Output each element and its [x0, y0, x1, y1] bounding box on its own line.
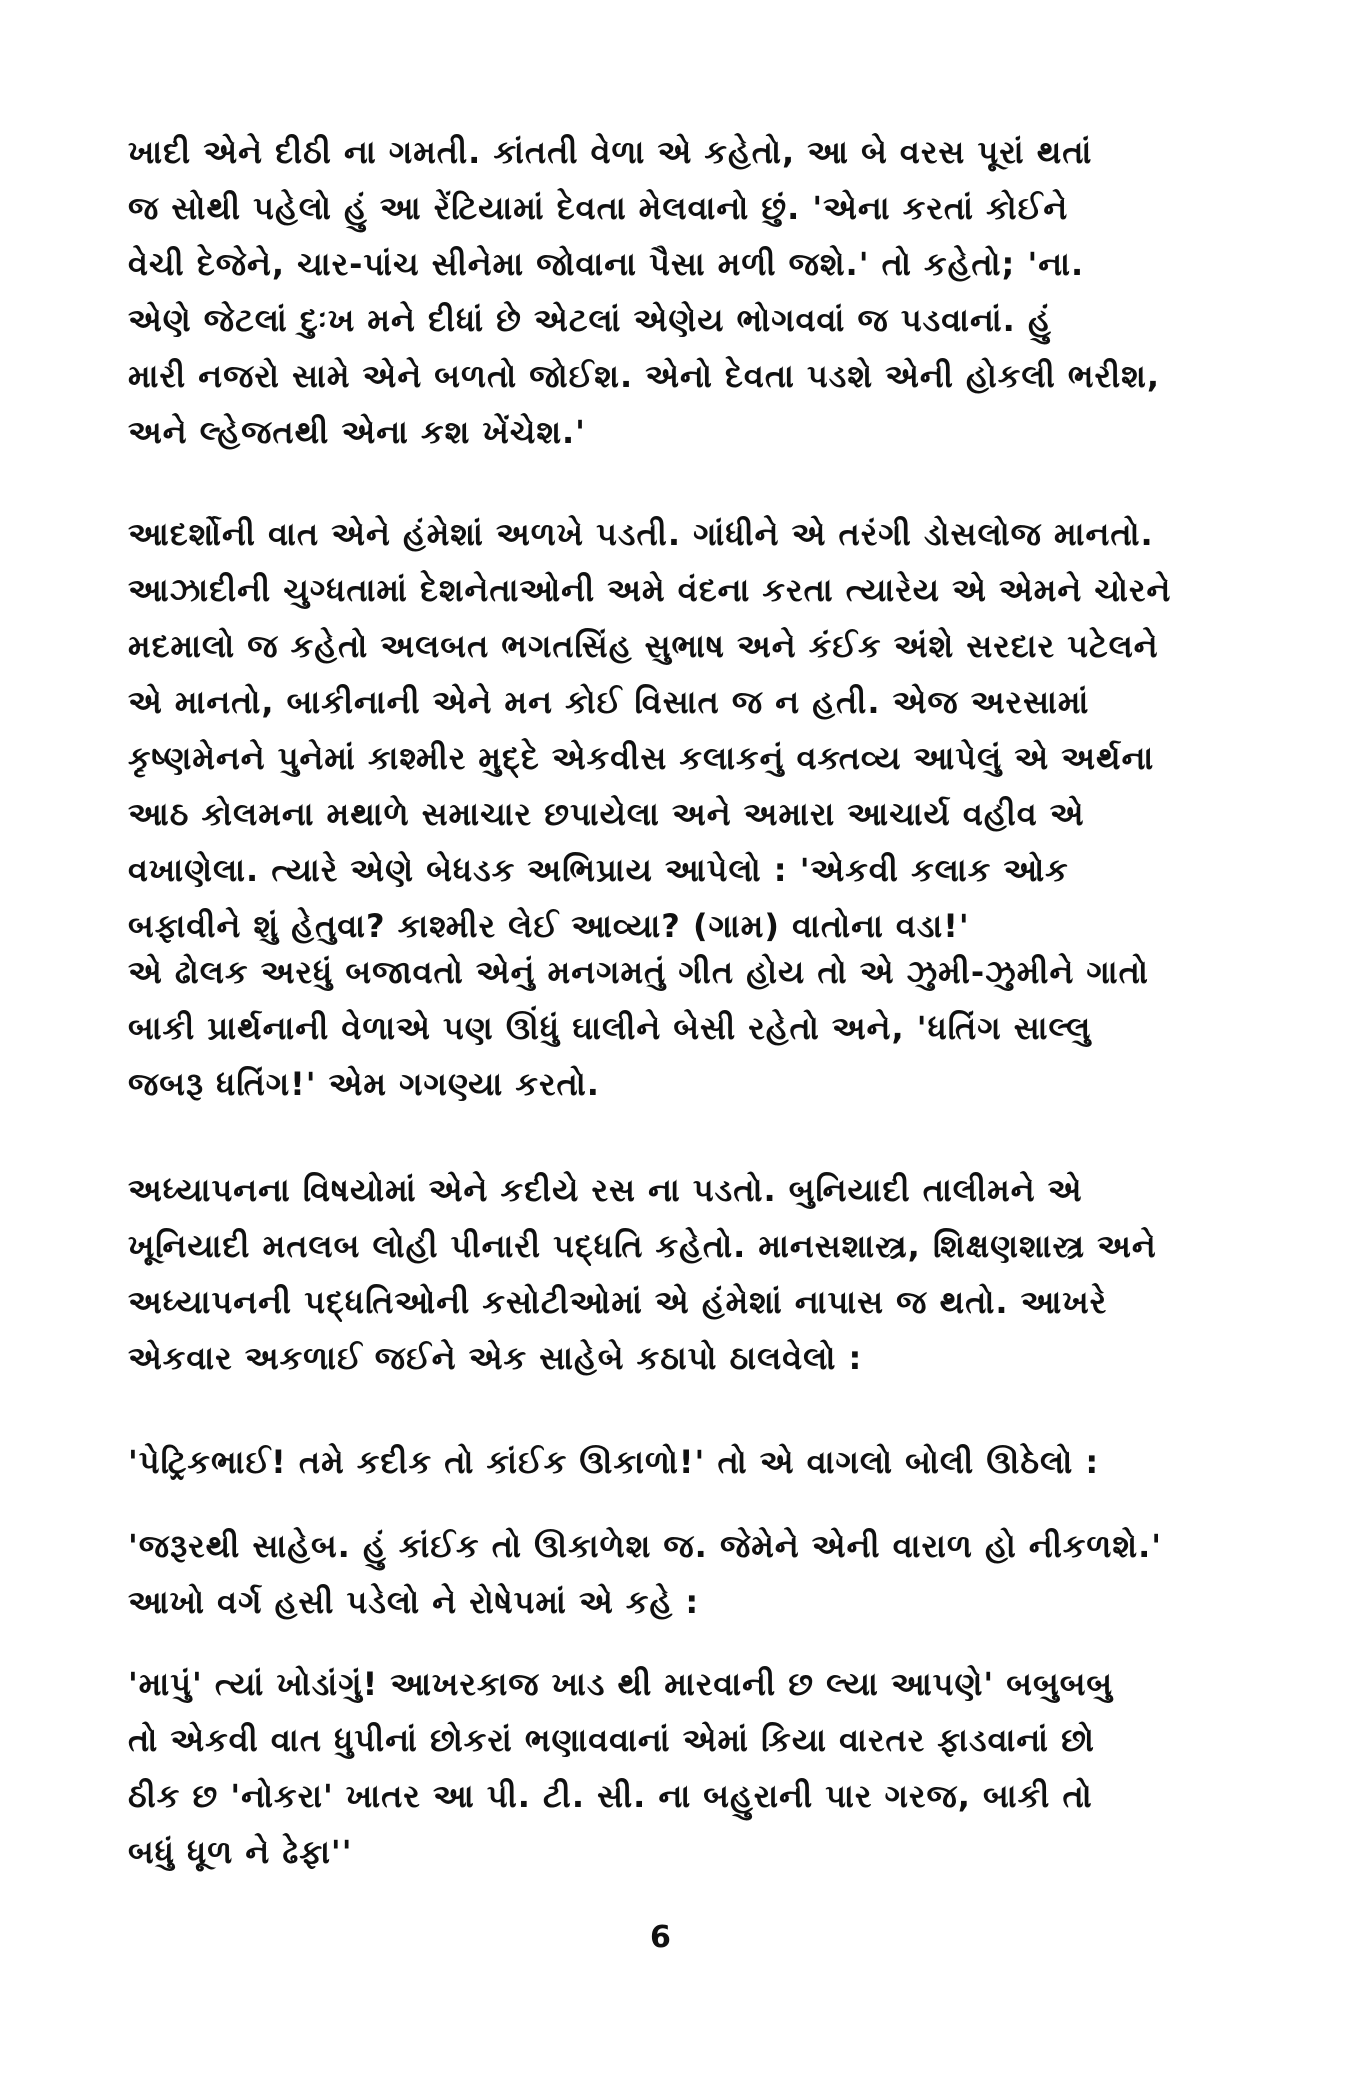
paragraph-5 [128, 1434, 1238, 1490]
text-line: અને લ્હેજતથી એના કશ ખેંચેશ.' [128, 413, 586, 451]
paragraph-3 [128, 944, 1238, 1112]
text-line: એણે જેટલાં દુઃખ મને દીધાં છે એટલાં એણેય ભોગવવાં જ પડવાનાં. હું [128, 301, 1052, 339]
text-line: ઠીક છ 'નોકરા' ખાતર આ પી. ટી. સી. ના બહુરાની પાર ગરજ, બાકી તો [128, 1777, 1093, 1815]
text-line: મારી નજરો સામે એને બળતો જોઈશ. એનો દેવતા પડશે એની હોકલી ભરીશ, [128, 357, 1161, 395]
text-line: બફાવીને શું હેતુવા? કાશ્મીર લેઈ આવ્યા? (ગામ) વાતોના વડા!' [128, 907, 970, 945]
text-line: વખાણેલા. ત્યારે એણે બેધડક અભિપ્રાય આપેલો : 'એકવી કલાક ઓક [128, 851, 1069, 889]
text-line: કૃષ્ણમેનને પુનેમાં કાશ્મીર મુદ્દે એકવીસ કલાકનું વક્તવ્ય આપેલું એ અર્થના [128, 739, 1155, 777]
page-number: 6 [650, 1920, 671, 1955]
text-line: 'પેટ્રિકભાઈ! તમે કદીક તો કાંઈક ઊકાળો!' તો એ વાગલો બોલી ઊઠેલો : [128, 1443, 1100, 1481]
text-line: આઝાદીની ચુગ્ધતામાં દેશનેતાઓની અમે વંદના કરતા ત્યારેય એ એમને ચોરને [128, 571, 1172, 609]
text-line: આઠ કોલમના મથાળે સમાચાર છપાયેલા અને અમારા આચાર્ય વહીવ એ [128, 795, 1085, 833]
text-line: આદર્શોની વાત એને હંમેશાં અળખે પડતી. ગાંધીને એ તરંગી ડોસલોજ માનતો. [128, 515, 1154, 553]
text-line: વેચી દેજેને, ચાર-પાંચ સીનેમા જોવાના પૈસા મળી જશે.' તો કહેતો; 'ના. [128, 245, 1085, 283]
text-line: ખાદી એને દીઠી ના ગમતી. કાંતતી વેળા એ કહેતો, આ બે વરસ પૂરાં થતાં [128, 133, 1093, 171]
text-line: એકવાર અકળાઈ જઈને એક સાહેબે કઠાપો ઠાલવેલો : [128, 1339, 863, 1377]
paragraph-7 [128, 1656, 1238, 1880]
text-line: એ માનતો, બાકીનાની એને મન કોઈ વિસાત જ ન હતી. એજ અરસામાં [128, 683, 1090, 721]
paragraph-2 [128, 506, 1238, 954]
text-line: બધું ધૂળ ને ઢેફા'' [128, 1833, 353, 1871]
text-line: જ સોથી પહેલો હું આ રેંટિયામાં દેવતા મેલવાનો છું. 'એના કરતાં કોઈને [128, 189, 1069, 227]
text-line: આખો વર્ગ હસી પડેલો ને રોષેપમાં એ કહે : [128, 1583, 700, 1621]
text-line: અધ્યાપનના વિષયોમાં એને કદીયે રસ ના પડતો. બુનિયાદી તાલીમને એ [128, 1171, 1083, 1209]
text-line: અધ્યાપનની પદ્ધતિઓની કસોટીઓમાં એ હંમેશાં નાપાસ જ થતો. આખરે [128, 1283, 1108, 1321]
text-line: 'માપું' ત્યાં ખોડાંગું! આખરકાજ ખાડ થી મારવાની છ લ્યા આપણે' બબુબબુ [128, 1665, 1114, 1703]
paragraph-4 [128, 1162, 1238, 1386]
paragraph-1 [128, 124, 1238, 460]
text-line: એ ઢોલક અરધું બજાવતો એનું મનગમતું ગીત હોય તો એ ઝુમી-ઝુમીને ગાતો [128, 953, 1149, 991]
text-line: ખૂનિયાદી મતલબ લોહી પીનારી પદ્ધતિ કહેતો. માનસશાસ્ત્ર, શિક્ષણશાસ્ત્ર અને [128, 1227, 1157, 1265]
text-line: બાકી પ્રાર્થનાની વેળાએ પણ ઊંધું ઘાલીને બેસી રહેતો અને, 'ધતિંગ સાલ્લુ [128, 1009, 1092, 1047]
text-line: જબરૂ ધતિંગ!' એમ ગગણ્યા કરતો. [128, 1065, 600, 1103]
text-line: તો એકવી વાત ધુપીનાં છોકરાં ભણાવવાનાં એમાં કિયા વારતર ફાડવાનાં છો [128, 1721, 1095, 1759]
text-line: 'જરૂરથી સાહેબ. હું કાંઈક તો ઊકાળેશ જ. જેમેને એની વારાળ હો નીકળશે.' [128, 1527, 1163, 1565]
text-line: મદમાલો જ કહેતો અલબત ભગતસિંહ સુભાષ અને કંઈક અંશે સરદાર પટેલને [128, 627, 1159, 665]
paragraph-6 [128, 1518, 1238, 1630]
